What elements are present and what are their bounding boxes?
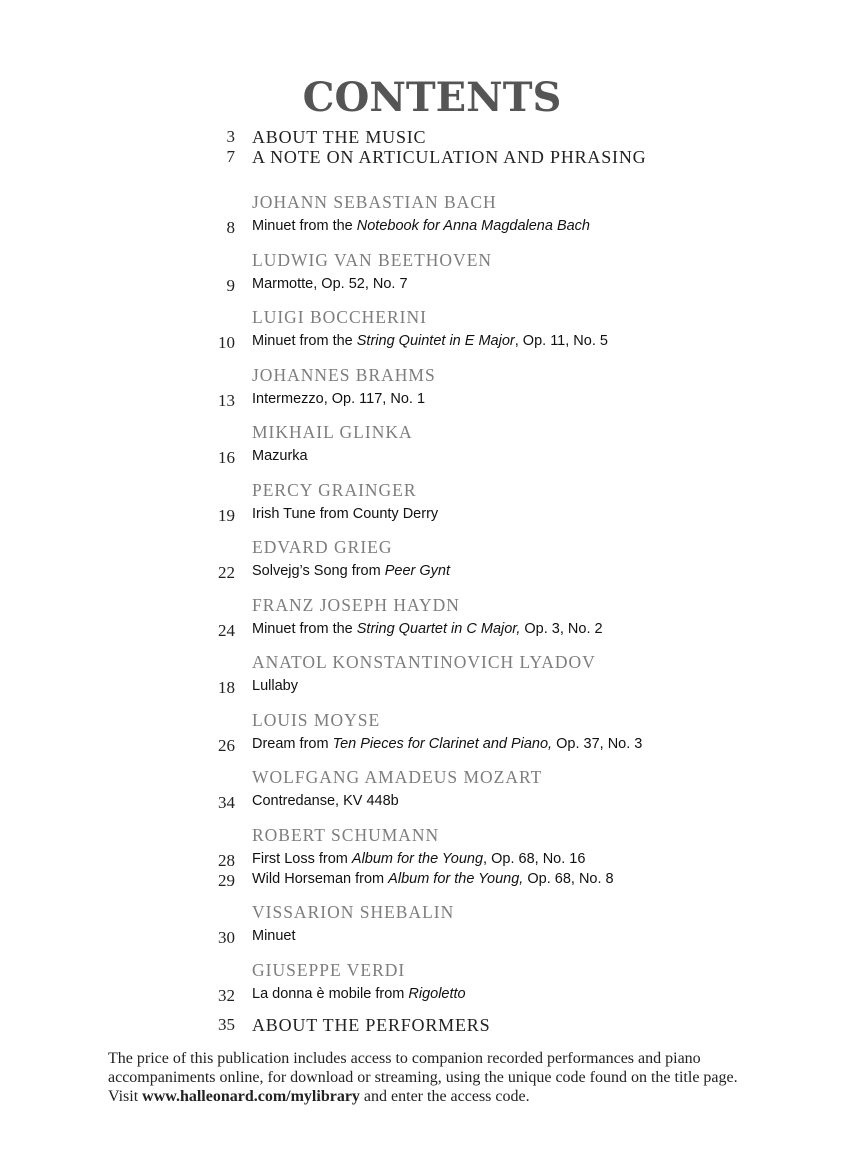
work-title-link[interactable] [252, 333, 608, 349]
toc-row [0, 218, 864, 238]
work-title-link[interactable] [252, 736, 642, 752]
composer-heading: ROBERT SCHUMANN [252, 824, 440, 845]
footer-line-3 [108, 1087, 788, 1106]
work-title-text: Mazurka [252, 448, 308, 464]
composer-heading: LUDWIG VAN BEETHOVEN [252, 249, 493, 270]
work-title-text: First Loss from [252, 850, 352, 867]
work-title-text: Contredanse, KV 448b [252, 793, 399, 809]
composer-heading: LUIGI BOCCHERINI [252, 307, 427, 327]
toc-section-link[interactable]: ABOUT THE PERFORMERS [252, 1015, 491, 1035]
composer-heading: LOUIS MOYSE [252, 709, 381, 730]
toc-row [0, 307, 864, 327]
composer-heading: JOHANN SEBASTIAN BACH [252, 192, 497, 212]
composer-heading: WOLFGANG AMADEUS MOZART [252, 767, 543, 787]
work-title-italic: String Quintet in E Major [356, 333, 515, 349]
work-title-link[interactable] [252, 871, 614, 887]
toc-row [0, 127, 864, 147]
toc-page-number: 7 [226, 147, 235, 166]
work-title-text: Op. 68, No. 8 [523, 870, 614, 887]
toc-page-number: 16 [218, 448, 235, 467]
work-title-text: Solvejg’s Song from [252, 563, 385, 579]
work-title-text: Op. 3, No. 2 [520, 620, 603, 637]
work-title-link[interactable] [252, 986, 466, 1002]
toc-row [0, 902, 864, 922]
toc-row [0, 448, 864, 468]
toc-page-number: 9 [226, 275, 235, 295]
toc-page-number: 13 [218, 390, 235, 410]
work-title-link[interactable] [252, 563, 450, 579]
toc-row [0, 793, 864, 813]
work-title-italic: Rigoletto [408, 985, 466, 1002]
toc-row [0, 678, 864, 698]
composer-heading: ANATOL KONSTANTINOVICH LYADOV [252, 652, 596, 672]
toc-row [0, 480, 864, 500]
work-title-link[interactable] [252, 851, 585, 867]
composer-heading: PERCY GRAINGER [252, 479, 417, 500]
toc-page-number: 30 [218, 928, 235, 947]
toc-row [0, 767, 864, 787]
work-title-link[interactable] [252, 928, 296, 944]
toc-row [0, 710, 864, 730]
work-title-text: Minuet from the [252, 333, 357, 349]
work-title-italic: String Quartet in C Major, [356, 620, 521, 637]
toc-row [0, 537, 864, 557]
toc-page-number: 19 [218, 505, 235, 525]
work-title-link[interactable] [252, 391, 425, 407]
composer-heading: EDVARD GRIEG [252, 537, 393, 557]
toc-page-number: 26 [218, 735, 235, 755]
toc-section-link[interactable]: A NOTE ON ARTICULATION AND PHRASING [252, 147, 647, 167]
work-title-text: Minuet [252, 928, 296, 944]
toc-page-number: 8 [226, 218, 235, 237]
work-title-italic: Album for the Young [351, 850, 484, 867]
toc-page-number: 34 [218, 793, 235, 812]
toc-row [0, 276, 864, 296]
library-link[interactable]: www.halleonard.com/mylibrary [142, 1088, 360, 1105]
toc-row [0, 595, 864, 615]
work-title-text: Wild Horseman from [252, 870, 389, 887]
work-title-text: La donna è mobile from [252, 985, 409, 1002]
work-title-link[interactable] [252, 621, 603, 637]
composer-heading: FRANZ JOSEPH HAYDN [252, 594, 460, 615]
work-title-link[interactable] [252, 678, 298, 694]
composer-heading: VISSARION SHEBALIN [252, 902, 455, 922]
work-title-link[interactable] [252, 506, 438, 522]
toc-row [0, 365, 864, 385]
toc-row [0, 250, 864, 270]
work-title-link[interactable] [252, 793, 399, 809]
toc-page-number: 32 [218, 985, 235, 1005]
work-title-text: Minuet from the [252, 620, 357, 637]
page-title: CONTENTS [302, 74, 562, 121]
work-title-italic: Ten Pieces for Clarinet and Piano, [332, 735, 553, 752]
composer-heading: JOHANNES BRAHMS [252, 364, 436, 385]
work-title-italic: Notebook for Anna Magdalena Bach [356, 218, 590, 234]
work-title-text: Irish Tune from County Derry [252, 505, 439, 522]
toc-page-number: 18 [218, 678, 235, 697]
toc-row [0, 1015, 864, 1035]
toc-row [0, 825, 864, 845]
toc-page-number: 10 [218, 333, 235, 352]
toc-row [0, 928, 864, 948]
toc-row [0, 391, 864, 411]
work-title-text: Intermezzo, Op. 117, No. 1 [252, 390, 426, 407]
toc-row [0, 621, 864, 641]
footer-note [108, 1049, 788, 1106]
work-title-text: , Op. 11, No. 5 [514, 333, 608, 349]
work-title-italic: Peer Gynt [384, 563, 450, 579]
toc-row [0, 736, 864, 756]
toc-page-number: 3 [226, 127, 235, 146]
footer-line-1: The price of this publication includes access to companion recorded performances and piano [108, 1050, 701, 1067]
toc-page-number: 28 [218, 850, 235, 870]
toc-row [0, 506, 864, 526]
toc-row [0, 851, 864, 871]
toc-row [0, 871, 864, 891]
footer-access: and enter the access code. [359, 1088, 530, 1105]
toc-row [0, 960, 864, 980]
composer-heading: GIUSEPPE VERDI [252, 959, 406, 980]
toc-page-number: 24 [218, 620, 235, 640]
work-title-link[interactable] [252, 276, 408, 292]
toc-row [0, 333, 864, 353]
toc-section-link[interactable]: ABOUT THE MUSIC [252, 127, 427, 147]
toc-page-number: 35 [218, 1015, 235, 1034]
footer-visit: Visit [108, 1088, 143, 1105]
work-title-text: Marmotte, Op. 52, No. 7 [252, 275, 408, 292]
work-title-text: Op. 37, No. 3 [552, 735, 643, 752]
composer-heading: MIKHAIL GLINKA [252, 422, 413, 442]
toc-row [0, 563, 864, 583]
work-title-text: , Op. 68, No. 16 [483, 850, 586, 867]
work-title-text: Lullaby [252, 678, 298, 694]
work-title-text: Minuet from the [252, 218, 357, 234]
toc-page-number: 29 [218, 870, 235, 890]
toc-row [0, 192, 864, 212]
toc-row [0, 147, 864, 167]
work-title-text: Dream from [252, 735, 333, 752]
toc-row [0, 986, 864, 1006]
work-title-link[interactable] [252, 218, 590, 234]
work-title-link[interactable] [252, 448, 308, 464]
toc-row [0, 652, 864, 672]
work-title-italic: Album for the Young, [388, 870, 524, 887]
footer-line-2: accompaniments online, for download or streaming, using the unique code found on the title page. [108, 1069, 738, 1086]
toc-page-number: 22 [218, 563, 235, 582]
toc-row [0, 422, 864, 442]
